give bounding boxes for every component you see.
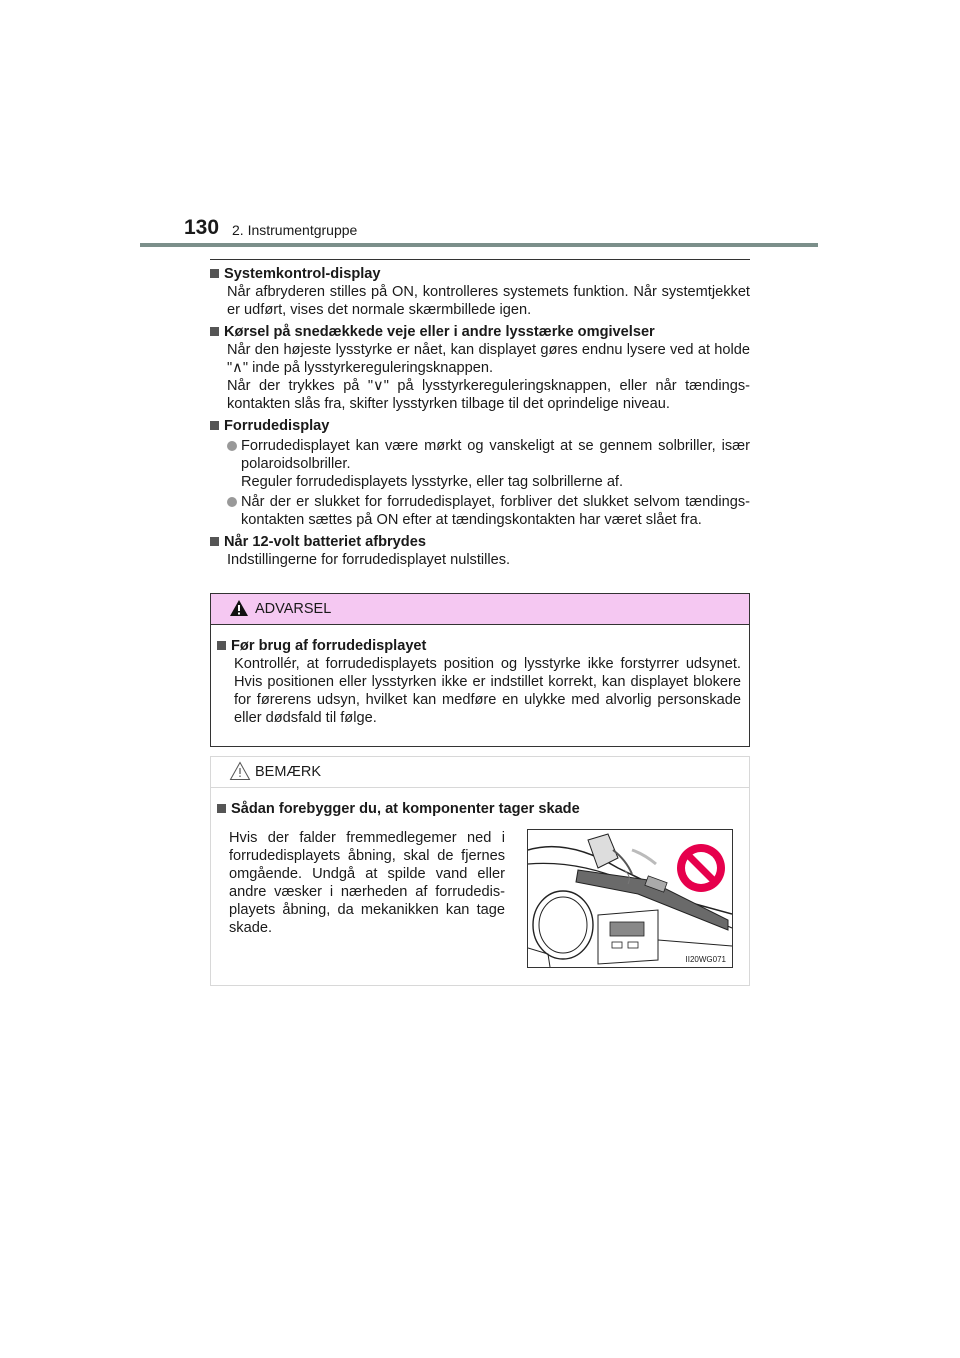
notice-text: Hvis der falder fremmedlegemer ned i forrudedisplayets åbning, skal de fjernes omgående. Undgå at spilde vand eller andre væsker i nærheden af forrudedis-playets åbning, da mekanikken kan tage skade.	[229, 830, 505, 936]
caution-outline-icon	[229, 761, 251, 781]
list-item	[210, 437, 750, 491]
warning-box	[210, 593, 750, 747]
notice-header	[211, 757, 749, 788]
list-item	[210, 493, 750, 529]
square-bullet-icon	[210, 537, 219, 546]
warning-label: ADVARSEL	[255, 601, 332, 617]
warning-title: Før brug af forrudedisplayet	[231, 638, 427, 654]
paragraph: Når den højeste lysstyrke er nået, kan displayet gøres endnu lysere ved at holde "∧" inde på lysstyrkereguleringsknappen.	[227, 342, 750, 376]
bullet-text: Når der er slukket for forrudedisplayet, forbliver det slukket selvom tændings-kontakten sættes på ON efter at tændingskontakten har været slået fra.	[241, 494, 750, 528]
section-title: Når 12-volt batteriet afbrydes	[224, 534, 426, 550]
chapter-title: 2. Instrumentgruppe	[232, 222, 358, 238]
square-bullet-icon	[210, 421, 219, 430]
notice-title: Sådan forebygger du, at komponenter tager skade	[231, 801, 580, 817]
section-rule	[210, 259, 750, 260]
section-forrudedisplay	[210, 417, 750, 529]
dashboard-illustration	[527, 829, 733, 968]
notice-label: BEMÆRK	[255, 764, 322, 780]
round-bullet-icon	[227, 441, 237, 451]
square-bullet-icon	[210, 269, 219, 278]
main-content	[210, 265, 750, 573]
page-number: 130	[184, 216, 220, 239]
paragraph: Indstillingerne for forrudedisplayet nulstilles.	[227, 552, 511, 568]
paragraph: Når der trykkes på "∨" på lysstyrkereguleringsknappen, eller når tændings-kontakten slås fra, skifter lysstyrken tilbage til det oprindelige niveau.	[227, 378, 750, 412]
spill-warning-illustration	[528, 830, 732, 967]
square-bullet-icon	[217, 641, 226, 650]
section-title: Kørsel på snedækkede veje eller i andre lysstærke omgivelser	[224, 324, 655, 340]
bullet-text: Reguler forrudedisplayets lysstyrke, eller tag solbrillerne af.	[241, 474, 624, 490]
square-bullet-icon	[217, 804, 226, 813]
section-title: Systemkontrol-display	[224, 266, 381, 282]
warning-text: Kontrollér, at forrudedisplayets position og lysstyrke ikke forstyrrer udsynet. Hvis positionen eller lysstyrken ikke er indstillet korrekt, kan displayet blokere for førerens udsyn, hvilket kan medføre en ulykke med alvorlig personskade eller dødsfald til følge.	[234, 656, 741, 726]
warning-header	[211, 594, 749, 625]
header-rule	[140, 243, 818, 247]
section-title: Forrudedisplay	[224, 418, 330, 434]
warning-icon	[229, 599, 249, 617]
square-bullet-icon	[210, 327, 219, 336]
section-koersel	[210, 323, 750, 413]
section-systemkontrol	[210, 265, 750, 319]
image-code: II20WG071	[685, 955, 726, 964]
bullet-text: Forrudedisplayet kan være mørkt og vanskeligt at se gennem solbriller, især polaroidsolbriller.	[241, 438, 750, 472]
section-batteri	[210, 533, 750, 569]
round-bullet-icon	[227, 497, 237, 507]
notice-box	[210, 756, 750, 986]
paragraph: Når afbryderen stilles på ON, kontrolleres systemets funktion. Når systemtjekket er udført, vises det normale skærmbillede igen.	[227, 284, 750, 318]
